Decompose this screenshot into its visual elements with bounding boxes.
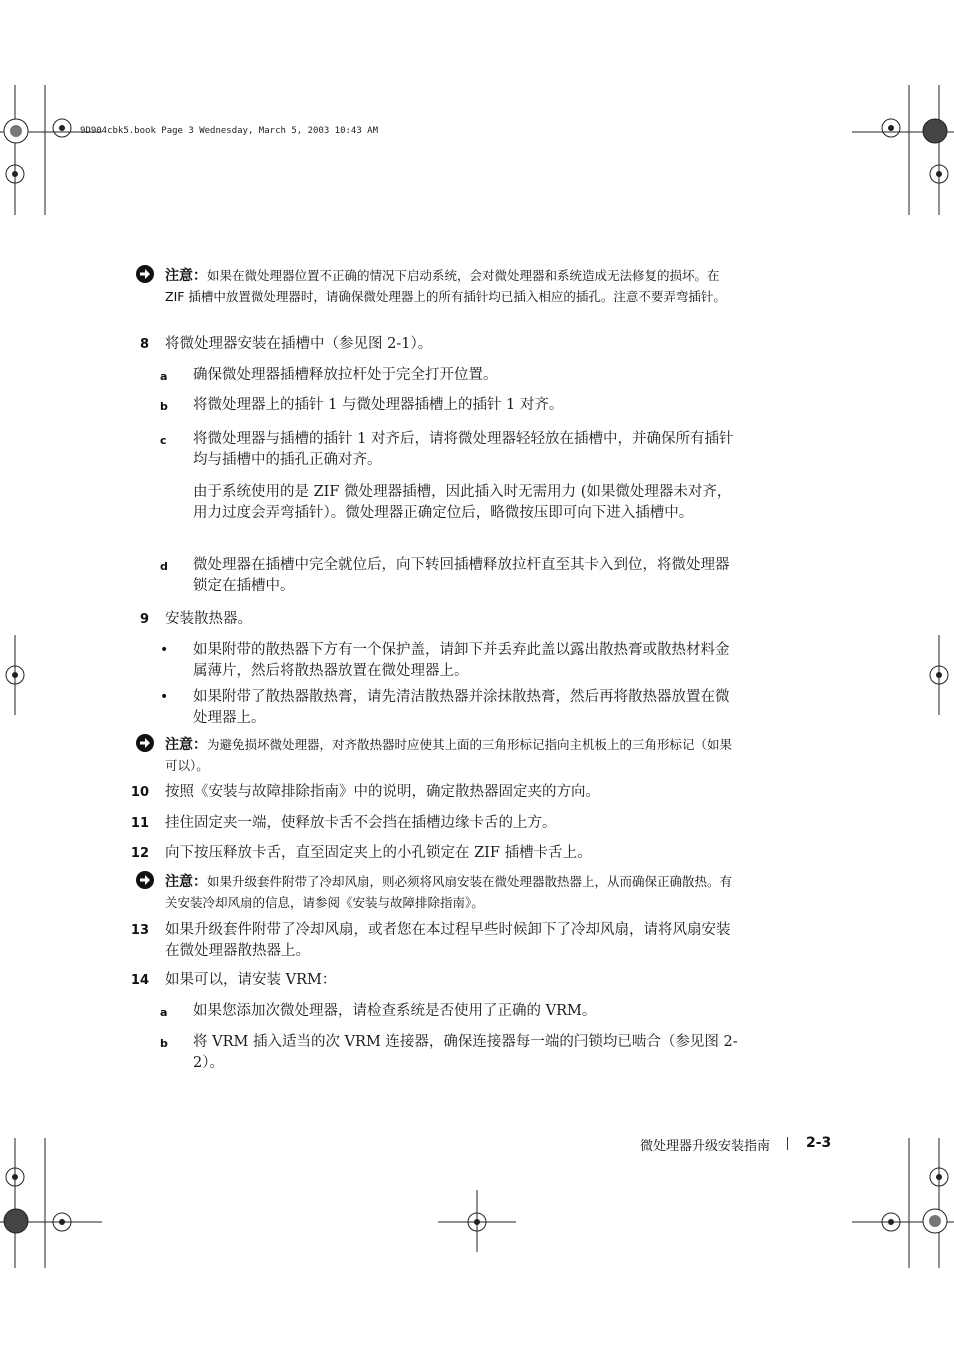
substep-text: 将微处理器与插槽的插针 1 对齐后，请将微处理器轻轻放在插槽中，并确保所有插针均与插槽中的插孔正确对齐。 — [193, 431, 734, 468]
substep-text: 确保微处理器插槽释放拉杆处于完全打开位置。 — [193, 367, 498, 383]
step-number: 8 — [139, 337, 149, 352]
substep-text: 将微处理器上的插针 1 与微处理器插槽上的插针 1 对齐。 — [193, 397, 564, 413]
substep-text: 将 VRM 插入适当的次 VRM 连接器，确保连接器每一端的闩锁均已啮合（参见图 2-2）。 — [193, 1034, 738, 1071]
step-text: 按照《安装与故障排除指南》中的说明，确定散热器固定夹的方向。 — [165, 784, 600, 800]
substep-text: 如果您添加次微处理器，请检查系统是否使用了正确的 VRM。 — [193, 1003, 597, 1019]
substep-letter: c — [160, 434, 167, 447]
substep-letter: a — [160, 370, 168, 383]
bullet-text: 如果附带了散热器散热膏，请先清洁散热器并涂抹散热膏，然后再将散热器放置在微处理器上。 — [193, 689, 730, 726]
book-header-info: 9D904cbk5.book Page 3 Wednesday, March 5, 2003 10:43 AM — [80, 126, 379, 136]
page-number: 2-3 — [806, 1135, 832, 1151]
running-footer-title: 微处理器升级安装指南 — [639, 1139, 770, 1154]
notice-arrow-icon — [135, 870, 155, 890]
step-text: 如果可以，请安装 VRM： — [165, 972, 337, 988]
step-text: 安装散热器。 — [165, 611, 252, 627]
notice-arrow-icon — [135, 264, 155, 284]
step-text: 如果升级套件附带了冷却风扇，或者您在本过程早些时候卸下了冷却风扇，请将风扇安装在微处理器散热器上。 — [165, 922, 731, 959]
substep-text: 微处理器在插槽中完全就位后，向下转回插槽释放拉杆直至其卡入到位，将微处理器锁定在插槽中。 — [193, 557, 730, 594]
step-text: 向下按压释放卡舌，直至固定夹上的小孔锁定在 ZIF 插槽卡舌上。 — [165, 845, 592, 861]
step-number: 13 — [130, 923, 149, 938]
substep-letter: d — [160, 560, 168, 573]
notice-text: 如果在微处理器位置不正确的情况下启动系统，会对微处理器和系统造成无法修复的损坏。在 ZIF 插槽中放置微处理器时，请确保微处理器上的所有插针均已插入相应的插孔。注意不要弄弯插针。 — [165, 268, 726, 304]
step-number: 10 — [130, 785, 149, 800]
step-number: 12 — [130, 846, 149, 861]
step-text: 将微处理器安装在插槽中（参见图 2-1）。 — [165, 336, 433, 352]
step-number: 9 — [139, 612, 149, 627]
bullet: • — [160, 642, 169, 658]
bullet-text: 如果附带的散热器下方有一个保护盖，请卸下并丢弃此盖以露出散热膏或散热材料金属薄片，然后将散热器放置在微处理器上。 — [193, 642, 730, 679]
step-number: 14 — [130, 973, 149, 988]
notice-label: 注意： — [165, 268, 207, 284]
step-text: 挂住固定夹一端，使释放卡舌不会挡在插槽边缘卡舌的上方。 — [165, 815, 557, 831]
notice-text: 如果升级套件附带了冷却风扇，则必须将风扇安装在微处理器散热器上，从而确保正确散热。有关安装冷却风扇的信息，请参阅《安装与故障排除指南》。 — [165, 874, 733, 910]
substep-letter: a — [160, 1006, 168, 1019]
notice-text: 为避免损坏微处理器，对齐散热器时应使其上面的三角形标记指向主机板上的三角形标记（如果可以）。 — [165, 737, 733, 773]
notice-2 — [165, 735, 740, 775]
footer-divider — [787, 1137, 788, 1150]
notice-label: 注意： — [165, 737, 207, 753]
notice-3 — [165, 872, 740, 912]
substep-letter: b — [160, 1037, 168, 1050]
bullet: • — [160, 689, 169, 705]
substep-letter: b — [160, 400, 168, 413]
notice-1 — [165, 266, 740, 306]
notice-arrow-icon — [135, 733, 155, 753]
notice-label: 注意： — [165, 874, 207, 890]
step-number: 11 — [130, 816, 149, 831]
substep-paragraph: 由于系统使用的是 ZIF 微处理器插槽，因此插入时无需用力 (如果微处理器未对齐，用力过度会弄弯插针）。微处理器正确定位后，略微按压即可向下进入插槽中。 — [193, 484, 732, 521]
